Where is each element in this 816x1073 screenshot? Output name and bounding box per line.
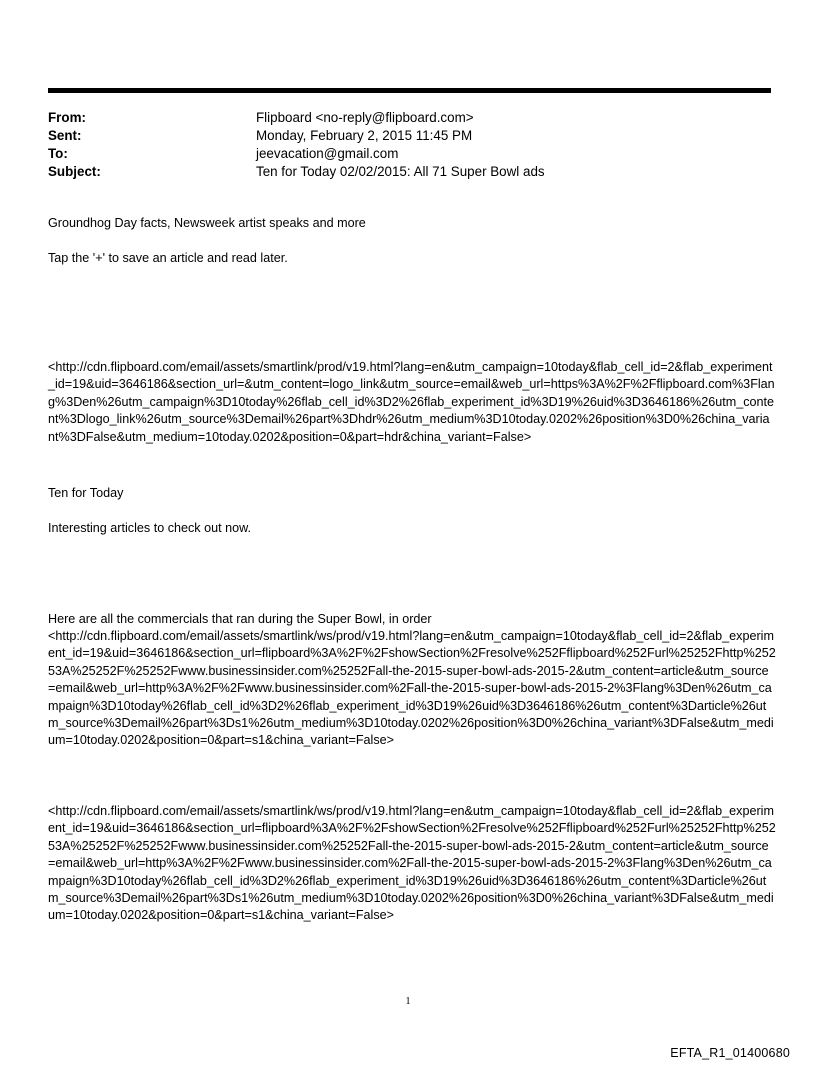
section-title: Ten for Today	[48, 486, 124, 500]
header-subject-row	[48, 163, 771, 181]
header-from-row	[48, 109, 771, 127]
article-description: Here are all the commercials that ran during the Super Bowl, in order	[48, 612, 432, 626]
email-header	[48, 109, 771, 181]
header-subject-value: Ten for Today 02/02/2015: All 71 Super Bowl ads	[256, 164, 545, 179]
header-from-value: Flipboard <no-reply@flipboard.com>	[256, 110, 474, 125]
section-subtitle: Interesting articles to check out now.	[48, 521, 252, 535]
header-sent-label: Sent:	[48, 128, 82, 143]
header-from-label: From:	[48, 110, 86, 125]
header-to-value: jeevacation@gmail.com	[256, 146, 399, 161]
header-to-row	[48, 145, 771, 163]
header-sent-value: Monday, February 2, 2015 11:45 PM	[256, 128, 473, 143]
document-id: EFTA_R1_01400680	[670, 1046, 790, 1060]
logo-link[interactable]: <http://cdn.flipboard.com/email/assets/smartlink/prod/v19.html?lang=en&utm_campaign=10today&flab_cell_id=2&flab_experiment_id=19&uid=3646186&section_url=&utm_content=logo_link&utm_source=email&web_url=https%3A%2F%2Fflipboard.com%3Flang%3Den%26utm_campaign%3D10today%26flab_cell_id%3D2%26flab_experiment_id%3D19%26uid%3D3646186%26utm_content%3Dlogo_link%26utm_source%3Demail%26part%3Dhdr%26utm_medium%3D10today.0202%26position%3D0%26china_variant%3DFalse&utm_medium=10today.0202&position=0&part=hdr&china_variant=False>	[48, 360, 775, 444]
header-subject-label: Subject:	[48, 164, 101, 179]
article-link-1[interactable]: <http://cdn.flipboard.com/email/assets/smartlink/ws/prod/v19.html?lang=en&utm_campaign=10today&flab_cell_id=2&flab_experiment_id=19&uid=3646186&section_url=flipboard%3A%2F%2FshowSection%2Fresolve%252Fflipboard%252Furl%25252Fhttp%25253A%25252F%25252Fwww.businessinsider.com%25252Fall-the-2015-super-bowl-ads-2015-2&utm_content=article&utm_source=email&web_url=http%3A%2F%2Fwww.businessinsider.com%2Fall-the-2015-super-bowl-ads-2015-2%3Flang%3Den%26utm_campaign%3D10today%26flab_cell_id%3D2%26flab_experiment_id%3D19%26uid%3D3646186%26utm_content%3Darticle%26utm_source%3Demail%26part%3Ds1%26utm_medium%3D10today.0202%26position%3D0%26china_variant%3DFalse&utm_medium=10today.0202&position=0&part=s1&china_variant=False>	[48, 629, 776, 748]
page-number: 1	[405, 996, 411, 1007]
intro-text: Groundhog Day facts, Newsweek artist speaks and more	[48, 216, 366, 230]
header-sent-row	[48, 127, 771, 145]
tip-text: Tap the '+' to save an article and read later.	[48, 251, 288, 265]
article-link-2[interactable]: <http://cdn.flipboard.com/email/assets/smartlink/ws/prod/v19.html?lang=en&utm_campaign=10today&flab_cell_id=2&flab_experiment_id=19&uid=3646186&section_url=flipboard%3A%2F%2FshowSection%2Fresolve%252Fflipboard%252Furl%25252Fhttp%25253A%25252F%25252Fwww.businessinsider.com%25252Fall-the-2015-super-bowl-ads-2015-2&utm_content=article&utm_source=email&web_url=http%3A%2F%2Fwww.businessinsider.com%2Fall-the-2015-super-bowl-ads-2015-2%3Flang%3Den%26utm_campaign%3D10today%26flab_cell_id%3D2%26flab_experiment_id%3D19%26uid%3D3646186%26utm_content%3Darticle%26utm_source%3Demail%26part%3Ds1%26utm_medium%3D10today.0202%26position%3D0%26china_variant%3DFalse&utm_medium=10today.0202&position=0&part=s1&china_variant=False>	[48, 804, 776, 923]
header-to-label: To:	[48, 146, 68, 161]
header-divider	[48, 88, 771, 93]
